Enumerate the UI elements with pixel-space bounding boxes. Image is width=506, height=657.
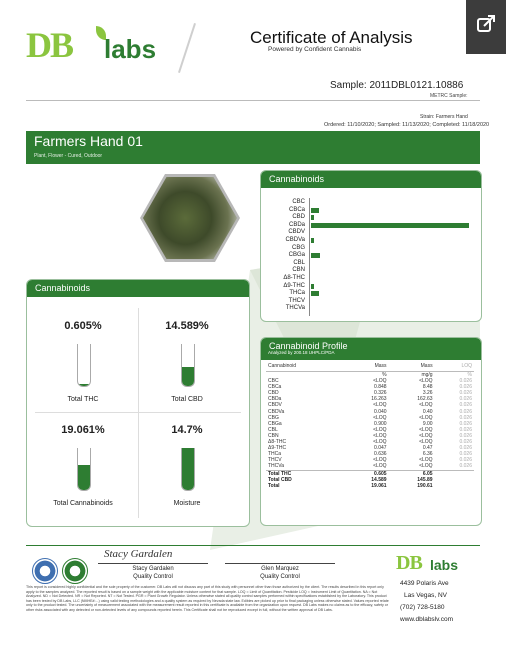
chart-category-label: THCV xyxy=(288,297,305,304)
table-cell: 0.026 xyxy=(459,445,472,452)
chart-category-label: THCVa xyxy=(285,305,305,312)
signature-1: Stacy Gardalen xyxy=(104,548,173,560)
labs-logo-text: labs xyxy=(104,34,157,64)
table-cell: <LOQ xyxy=(373,432,387,439)
table-cell: 162.63 xyxy=(417,396,433,403)
order-dates: Ordered: 11/10/2020; Sampled: 11/13/2020; Completed: 11/18/2020 xyxy=(324,122,490,128)
chart-axis xyxy=(309,198,310,316)
address-city: Las Vegas, NV xyxy=(404,592,447,599)
table-cell: CBN xyxy=(268,432,279,439)
column-header: Cannabinoid xyxy=(266,361,343,372)
table-cell: <LOQ xyxy=(373,426,387,433)
tile-label: Total Cannabinoids xyxy=(53,500,113,507)
table-cell: CBDV xyxy=(268,402,282,409)
tile-divider xyxy=(35,412,241,413)
table-cell: 0.026 xyxy=(459,451,472,458)
table-cell xyxy=(266,372,343,379)
table-cell: 0.026 xyxy=(459,390,472,397)
footer-logo-labs: labs xyxy=(430,557,459,573)
accreditation-seal-icon xyxy=(32,558,58,584)
table-cell: <LOQ xyxy=(419,463,433,470)
table-cell: 0.026 xyxy=(459,420,472,427)
table-cell: 0.326 xyxy=(374,390,387,397)
table-cell: 0.026 xyxy=(459,426,472,433)
table-cell xyxy=(435,470,474,477)
table-cell: 0.47 xyxy=(422,445,433,452)
external-link-button[interactable] xyxy=(466,0,506,54)
chart-bar xyxy=(311,238,314,243)
profile-method: Analyzed by 200.18 UHPLC/PDA xyxy=(268,350,335,355)
db-logo: DB xyxy=(26,25,73,65)
signer-2-role: Quality Control xyxy=(260,574,300,580)
test-tube-icon xyxy=(77,344,91,387)
strain: Strain: Farmers Hand xyxy=(420,114,468,120)
table-cell: <LOQ xyxy=(373,457,387,464)
chart-bar xyxy=(311,253,320,258)
page-title: Certificate of Analysis xyxy=(250,28,413,47)
table-cell: 0.026 xyxy=(459,463,472,470)
page-subtitle: Powered by Confident Cannabis xyxy=(268,46,362,53)
product-type: Plant, Flower - Cured, Outdoor xyxy=(34,153,103,159)
table-cell: CBGa xyxy=(268,420,282,427)
column-header: Mass xyxy=(343,361,389,372)
table-cell: 0.026 xyxy=(459,384,472,391)
summary-card-title: Cannabinoids xyxy=(27,280,249,297)
tile-value: 14.7% xyxy=(171,424,203,436)
table-cell: 8.48 xyxy=(422,384,433,391)
table-cell: 0.026 xyxy=(459,402,472,409)
table-cell: 14.589 xyxy=(371,476,387,483)
header-divider xyxy=(178,23,196,73)
divider xyxy=(26,100,480,101)
chart-category-label: CBCa xyxy=(288,206,305,213)
table-cell: 19.061 xyxy=(371,482,387,489)
table-cell: 0.026 xyxy=(459,432,472,439)
product-name: Farmers Hand 01 xyxy=(34,133,143,149)
table-cell: <LOQ xyxy=(419,457,433,464)
chart-bar xyxy=(311,291,319,296)
table-cell: % xyxy=(467,372,472,378)
table-cell: mg/g xyxy=(421,372,433,378)
chart-category-label: CBDa xyxy=(288,221,305,228)
table-cell: <LOQ xyxy=(419,439,433,446)
table-row xyxy=(266,470,474,477)
table-cell: % xyxy=(382,372,387,378)
test-tube-icon xyxy=(181,344,195,387)
table-cell: <LOQ xyxy=(419,426,433,433)
table-cell xyxy=(435,483,474,489)
table-cell: Total THC xyxy=(266,470,343,477)
table-cell: THCVa xyxy=(268,463,285,470)
table-cell: <LOQ xyxy=(373,439,387,446)
table-cell: 0.026 xyxy=(459,414,472,421)
table-cell: 0.026 xyxy=(459,439,472,446)
chart-category-label: CBG xyxy=(291,244,305,251)
table-cell: 0.026 xyxy=(459,457,472,464)
table-cell: <LOQ xyxy=(373,414,387,421)
table-cell: <LOQ xyxy=(373,463,387,470)
tile-label: Moisture xyxy=(173,500,201,507)
table-cell: CBL xyxy=(268,426,278,433)
table-cell: 9.00 xyxy=(422,420,433,427)
table-cell: Δ8-THC xyxy=(268,439,287,446)
column-header: LOQ xyxy=(435,361,474,372)
table-cell: 145.89 xyxy=(417,476,433,483)
table-cell: 0.40 xyxy=(422,408,433,415)
certification-seal-icon xyxy=(62,558,88,584)
footer-logo: DB xyxy=(396,552,422,574)
table-header-row xyxy=(266,361,474,372)
signer-2-name: Glen Marquez xyxy=(261,566,299,572)
table-row xyxy=(266,483,474,489)
tile-label: Total CBD xyxy=(171,396,203,403)
chart-category-label: CBN xyxy=(292,267,305,274)
chart-category-label: CBD xyxy=(292,214,305,221)
table-cell: CBG xyxy=(268,414,279,421)
chart-bar xyxy=(311,208,319,213)
chart-bar xyxy=(311,223,469,228)
table-cell: 0.900 xyxy=(374,420,387,427)
chart-category-label: CBDV xyxy=(288,229,305,236)
table-cell: 0.636 xyxy=(374,451,387,458)
legal-disclaimer: This report is considered highly confidential and the sole property of the customer. DB Labs will not discuss any part of this study with personnel other than those authorized by the client. The results described in this report only apply to the samples analyzed. The reported result is based on a sample weight with the applicable moisture content for that sample. LOQ = Limit of Quantitation. Pesticide LOQ = Instrument Limit of Quantitation. NA = Not Analyzed. ND = Not Detected. NR = Not Reported. NT = Not Tested. PGR = Plant Growth Regulator. Unless otherwise stated all quality control samples performed within specifications established by the Laboratory. This product has been tested by DB Labs, LLC (NMHE#:...) using valid testing methodologies and a quality system as required by Nevada state law. Edibles are picked up prior to final packaging unless otherwise stated. Values reported relate only to the product tested. The uncertainty of measurement associated with the measurement result reported in this certificate is available from the organization upon request. DB Labs makes no claims as to the efficacy, safety or other risks associated with any detected or non-detected levels of any compounds reported herein. This Certificate shall not be reproduced except in full, without the written approval of DB Labs. xyxy=(26,585,389,612)
table-cell: 0.026 xyxy=(459,408,472,415)
table-cell: CBC xyxy=(268,378,279,385)
chart-category-label: CBDVa xyxy=(285,237,305,243)
cannabinoid-profile-table xyxy=(266,361,474,489)
table-cell: <LOQ xyxy=(419,402,433,409)
tile-value: 14.589% xyxy=(165,320,209,332)
table-cell: Total CBD xyxy=(268,476,292,483)
profile-card-title: Cannabinoid Profile xyxy=(261,338,481,360)
table-cell: THCV xyxy=(268,457,282,464)
table-cell: 0.026 xyxy=(459,396,472,403)
table-cell: 16.263 xyxy=(371,396,387,403)
cannabinoids-chart-card xyxy=(260,170,482,322)
table-cell: <LOQ xyxy=(373,378,387,385)
table-cell: CBD xyxy=(268,390,279,397)
table-cell: 0.605 xyxy=(343,470,389,477)
chart-category-label: CBL xyxy=(293,259,305,266)
signer-1-name: Stacy Gardalen xyxy=(132,566,174,572)
chart-category-label: CBGa xyxy=(288,252,305,259)
external-link-icon xyxy=(476,14,496,34)
cannabinoids-summary-card xyxy=(26,279,250,527)
chart-category-label: THCa xyxy=(289,290,305,297)
table-cell: Total xyxy=(268,482,280,489)
signature-line xyxy=(225,563,335,564)
table-cell: CBCa xyxy=(268,384,282,391)
chart-category-label: CBC xyxy=(292,199,305,205)
footer-divider xyxy=(26,545,480,546)
table-cell: CBDVa xyxy=(268,408,285,415)
website-link[interactable]: www.dblabslv.com xyxy=(400,616,453,623)
tile-value: 0.605% xyxy=(64,320,102,332)
table-cell: 3.26 xyxy=(422,390,433,397)
signature-line xyxy=(98,563,208,564)
chart-bar xyxy=(311,215,314,220)
signer-1-role: Quality Control xyxy=(133,574,173,580)
column-header: Mass xyxy=(389,361,435,372)
table-cell: Δ9-THC xyxy=(268,445,287,452)
tile-value: 19.061% xyxy=(61,424,105,436)
table-cell: CBDa xyxy=(268,396,282,403)
test-tube-icon xyxy=(181,448,195,491)
cannabinoid-bar-chart xyxy=(261,188,481,321)
sample-id: Sample: 2011DBL0121.10886 xyxy=(330,80,464,91)
chart-category-label: Δ8-THC xyxy=(283,275,305,281)
chart-card-title: Cannabinoids xyxy=(261,171,481,188)
table-cell: <LOQ xyxy=(373,402,387,409)
table-cell: 6.05 xyxy=(389,470,435,477)
table-cell: 0.848 xyxy=(374,384,387,391)
metrc-sample: METRC Sample: xyxy=(430,93,468,99)
table-row xyxy=(266,463,474,470)
address-phone: (702) 728-5180 xyxy=(400,604,445,611)
table-cell: 190.61 xyxy=(417,482,433,489)
table-cell: <LOQ xyxy=(419,432,433,439)
table-cell: 0.040 xyxy=(374,408,387,415)
table-row xyxy=(266,372,474,379)
tile-label: Total THC xyxy=(67,396,99,403)
table-cell: 0.026 xyxy=(459,378,472,385)
table-cell: <LOQ xyxy=(419,414,433,421)
table-cell: THCa xyxy=(268,451,282,458)
chart-category-label: Δ9-THC xyxy=(283,282,305,289)
table-cell: 6.36 xyxy=(422,451,433,458)
test-tube-icon xyxy=(77,448,91,491)
address-street: 4439 Polaris Ave xyxy=(400,580,449,587)
table-cell: 0.047 xyxy=(374,445,387,452)
table-cell: <LOQ xyxy=(419,378,433,385)
tile-divider xyxy=(138,308,139,518)
chart-bar xyxy=(311,284,314,289)
